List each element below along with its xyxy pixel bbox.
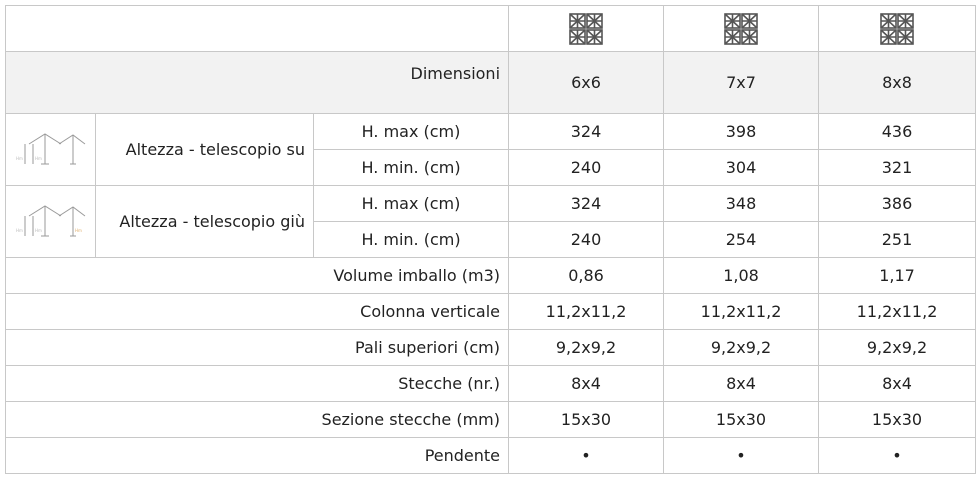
spec-table: [5, 5, 976, 474]
size-8x8-icon-cell: [819, 6, 976, 52]
table-cell: 11,2x11,2: [664, 294, 819, 330]
table-cell: •: [664, 438, 819, 474]
row-label: Pali superiori (cm): [6, 330, 509, 366]
table-cell: •: [819, 438, 976, 474]
table-cell: 9,2x9,2: [509, 330, 664, 366]
size-value: 7x7: [664, 52, 819, 114]
row-label: Colonna verticale: [6, 294, 509, 330]
table-cell: 348: [664, 186, 819, 222]
umbrella-height-diagram-icon: [15, 202, 87, 242]
size-value: 8x8: [819, 52, 976, 114]
dimensions-label: Dimensioni: [6, 52, 509, 114]
table-cell: 1,08: [664, 258, 819, 294]
table-cell: 386: [819, 186, 976, 222]
height-up-illustration-cell: [6, 114, 96, 186]
table-row: [6, 330, 976, 366]
table-row: [6, 402, 976, 438]
height-down-group-label: Altezza - telescopio giù: [96, 186, 314, 258]
svg-text:Hm: Hm: [34, 155, 42, 161]
height-up-group-label: Altezza - telescopio su: [96, 114, 314, 186]
height-down-max-row: [6, 186, 976, 222]
umbrella-grid-icon: [569, 13, 603, 45]
table-cell: 15x30: [664, 402, 819, 438]
row-label: Stecche (nr.): [6, 366, 509, 402]
table-cell: 436: [819, 114, 976, 150]
table-cell: 324: [509, 114, 664, 150]
table-cell: 398: [664, 114, 819, 150]
table-cell: 1,17: [819, 258, 976, 294]
table-row: [6, 366, 976, 402]
table-row: [6, 438, 976, 474]
table-cell: 254: [664, 222, 819, 258]
table-cell: 8x4: [819, 366, 976, 402]
umbrella-grid-icon: [724, 13, 758, 45]
table-cell: 324: [509, 186, 664, 222]
table-cell: 15x30: [819, 402, 976, 438]
svg-text:Hm: Hm: [15, 227, 23, 233]
table-row: [6, 294, 976, 330]
svg-text:Hm: Hm: [74, 227, 82, 233]
height-down-illustration-cell: [6, 186, 96, 258]
height-up-max-row: [6, 114, 976, 150]
svg-text:Hm: Hm: [34, 227, 42, 233]
row-label: H. min. (cm): [314, 222, 509, 258]
table-cell: 9,2x9,2: [664, 330, 819, 366]
table-cell: 240: [509, 150, 664, 186]
size-6x6-icon-cell: [509, 6, 664, 52]
umbrella-grid-icon: [880, 13, 914, 45]
row-label: Volume imballo (m3): [6, 258, 509, 294]
size-value: 6x6: [509, 52, 664, 114]
table-cell: 0,86: [509, 258, 664, 294]
table-cell: 8x4: [664, 366, 819, 402]
header-empty-cell: [6, 6, 509, 52]
table-cell: 8x4: [509, 366, 664, 402]
umbrella-height-diagram-icon: [15, 130, 87, 170]
row-label: Pendente: [6, 438, 509, 474]
table-row: [6, 258, 976, 294]
table-cell: 11,2x11,2: [819, 294, 976, 330]
row-label: H. min. (cm): [314, 150, 509, 186]
svg-text:Hm: Hm: [15, 155, 23, 161]
table-cell: 304: [664, 150, 819, 186]
table-cell: 321: [819, 150, 976, 186]
row-label: H. max (cm): [314, 114, 509, 150]
size-7x7-icon-cell: [664, 6, 819, 52]
table-cell: 9,2x9,2: [819, 330, 976, 366]
icon-row: [6, 6, 976, 52]
table-cell: 15x30: [509, 402, 664, 438]
table-cell: •: [509, 438, 664, 474]
row-label: H. max (cm): [314, 186, 509, 222]
table-cell: 251: [819, 222, 976, 258]
dimensions-row: [6, 52, 976, 114]
table-cell: 240: [509, 222, 664, 258]
row-label: Sezione stecche (mm): [6, 402, 509, 438]
table-cell: 11,2x11,2: [509, 294, 664, 330]
